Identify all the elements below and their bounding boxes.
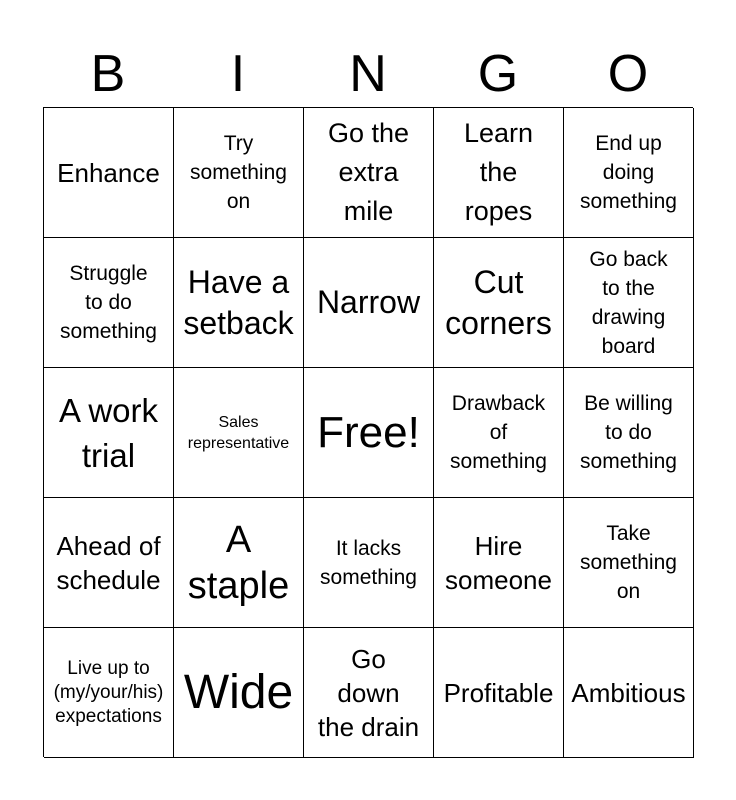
bingo-cell[interactable] bbox=[434, 628, 564, 758]
cell-text: It lacks something bbox=[320, 536, 417, 589]
cell-text: A work trial bbox=[58, 391, 159, 474]
bingo-cell[interactable] bbox=[174, 628, 304, 758]
bingo-cell[interactable] bbox=[174, 498, 304, 628]
bingo-cell[interactable] bbox=[174, 238, 304, 368]
bingo-cell[interactable] bbox=[564, 628, 694, 758]
bingo-cell[interactable] bbox=[44, 498, 174, 628]
header-letter-n: N bbox=[349, 45, 387, 103]
cell-text: Go down the drain bbox=[317, 643, 420, 742]
cell-text: Take something on bbox=[580, 522, 677, 603]
cell-text: Profitable bbox=[443, 677, 554, 708]
bingo-cell[interactable] bbox=[44, 238, 174, 368]
cell-text: Learn the ropes bbox=[463, 118, 534, 226]
cell-text: Cut corners bbox=[445, 263, 552, 341]
bingo-board bbox=[43, 107, 693, 757]
bingo-cell[interactable] bbox=[434, 498, 564, 628]
bingo-header bbox=[43, 40, 693, 108]
cell-text: Wide bbox=[183, 665, 294, 719]
bingo-cell[interactable] bbox=[564, 368, 694, 498]
bingo-cell[interactable] bbox=[304, 368, 434, 498]
bingo-cell[interactable] bbox=[44, 108, 174, 238]
cell-text: Try something on bbox=[190, 132, 287, 213]
bingo-cell[interactable] bbox=[44, 368, 174, 498]
bingo-cell[interactable] bbox=[434, 238, 564, 368]
bingo-cell[interactable] bbox=[304, 628, 434, 758]
cell-text: Go back to the drawing board bbox=[589, 247, 668, 358]
cell-text: Narrow bbox=[316, 284, 421, 320]
cell-text: Ahead of schedule bbox=[56, 530, 161, 595]
bingo-cell[interactable] bbox=[564, 498, 694, 628]
bingo-cell[interactable] bbox=[304, 108, 434, 238]
bingo-cell[interactable] bbox=[434, 368, 564, 498]
cell-text: Have a setback bbox=[183, 263, 294, 341]
cell-text: Live up to (my/your/his) expectations bbox=[53, 657, 164, 727]
cell-text: Go the extra mile bbox=[327, 118, 410, 226]
bingo-cell[interactable] bbox=[304, 498, 434, 628]
bingo-cell[interactable] bbox=[564, 108, 694, 238]
header-letter-o: O bbox=[607, 45, 649, 103]
bingo-cell[interactable] bbox=[44, 628, 174, 758]
bingo-cell[interactable] bbox=[174, 108, 304, 238]
bingo-cell[interactable] bbox=[564, 238, 694, 368]
cell-text: Hire someone bbox=[445, 530, 552, 595]
cell-text: Be willing to do something bbox=[580, 392, 677, 473]
cell-text: A staple bbox=[187, 518, 290, 607]
header-letter-b: B bbox=[90, 45, 126, 103]
cell-text: Enhance bbox=[57, 157, 160, 188]
cell-text: Free! bbox=[317, 407, 420, 457]
cell-text: Sales representative bbox=[187, 413, 290, 452]
bingo-cell[interactable] bbox=[304, 238, 434, 368]
bingo-cell[interactable] bbox=[434, 108, 564, 238]
header-letter-i: I bbox=[230, 45, 246, 103]
bingo-cell[interactable] bbox=[174, 368, 304, 498]
cell-text: Ambitious bbox=[571, 677, 686, 708]
cell-text: Drawback of something bbox=[450, 392, 547, 473]
header-letter-g: G bbox=[477, 45, 519, 103]
cell-text: Struggle to do something bbox=[60, 262, 157, 343]
cell-text: End up doing something bbox=[580, 132, 677, 213]
